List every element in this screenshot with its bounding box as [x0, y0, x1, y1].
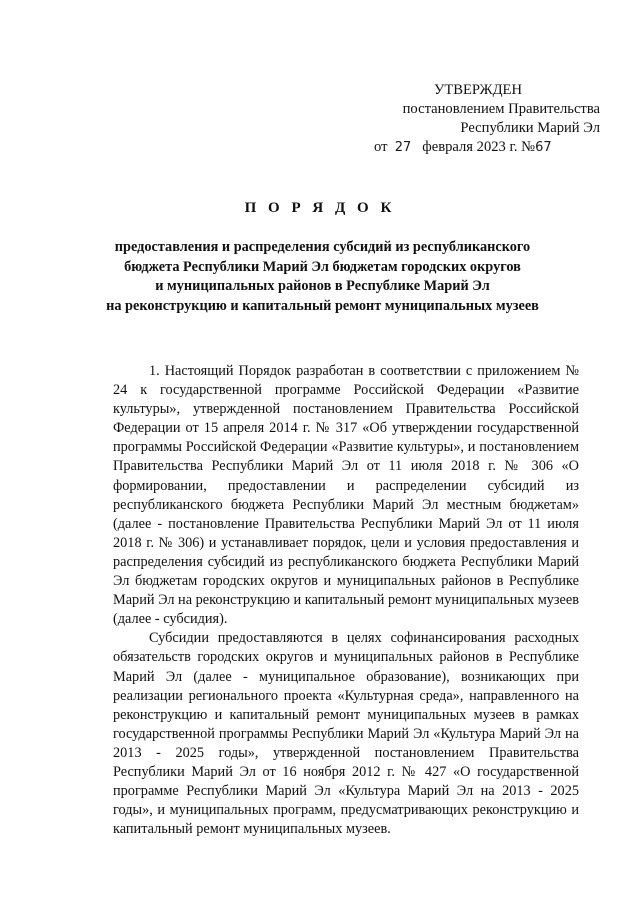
document-body	[113, 362, 579, 839]
date-prefix: от	[374, 139, 388, 155]
subtitle-line: бюджета Республики Марий Эл бюджетам городских округов	[124, 258, 521, 275]
subtitle-line: на реконструкцию и капитальный ремонт муниципальных музеев	[106, 297, 539, 314]
paragraph: Субсидии предоставляются в целях софинансирования расходных обязательств городских округов и муниципальных районов в Республике Марий Эл (далее - муниципальное образование), возникающих при реализации регионального проекта «Культурная среда», направленного на реконструкцию и капитальный ремонт муниципальных музеев в рамках государственной программы Республики Марий Эл «Культура Марий Эл на 2013 - 2025 годы», утвержденной постановлением Правительства Республики Марий Эл от 16 ноября 2012 г. № 427 «О государственной программе Республики Марий Эл «Культура Марий Эл на 2013 - 2025 годы», и муниципальных программ, предусматривающих реконструкцию и капитальный ремонт муниципальных музеев.	[113, 630, 579, 838]
date-middle: февраля 2023 г. №	[422, 139, 536, 155]
subtitle-line: предоставления и распределения субсидий из республиканского	[114, 239, 531, 255]
approval-line-2: Республики Марий Эл	[460, 120, 600, 136]
approval-line-1: постановлением Правительства	[402, 101, 600, 117]
subtitle-line: и муниципальных районов в Республике Марий Эл	[155, 278, 490, 294]
document-number: 67	[535, 140, 552, 155]
approval-block	[340, 81, 600, 157]
date-day: 27	[394, 140, 412, 155]
document-subtitle	[60, 238, 585, 316]
document-title: П О Р Я Д О К	[244, 200, 396, 216]
paragraph: 1. Настоящий Порядок разработан в соответствии с приложением № 24 к государственной программе Российской Федерации «Развитие культуры», утвержденной постановлением Правительства Российской Федерации от 15 апреля 2014 г. № 317 «Об утверждении государственной программы Российской Федерации «Развитие культуры», и постановлением Правительства Республики Марий Эл от 11 июля 2018 г. № 306 «О формировании, предоставлении и распределении субсидий из республиканского бюджета Республики Марий Эл местным бюджетам» (далее - постановление Правительства Республики Марий Эл от 11 июля 2018 г. № 306) и устанавливает порядок, цели и условия предоставления и распределения субсидий из республиканского бюджета Республики Марий Эл бюджетам городских округов и муниципальных районов в Республике Марий Эл на реконструкцию и капитальный ремонт муниципальных музеев (далее - субсидия).	[113, 363, 579, 628]
approval-stamp: УТВЕРЖДЕН	[434, 82, 522, 98]
approval-date-line	[340, 138, 600, 157]
